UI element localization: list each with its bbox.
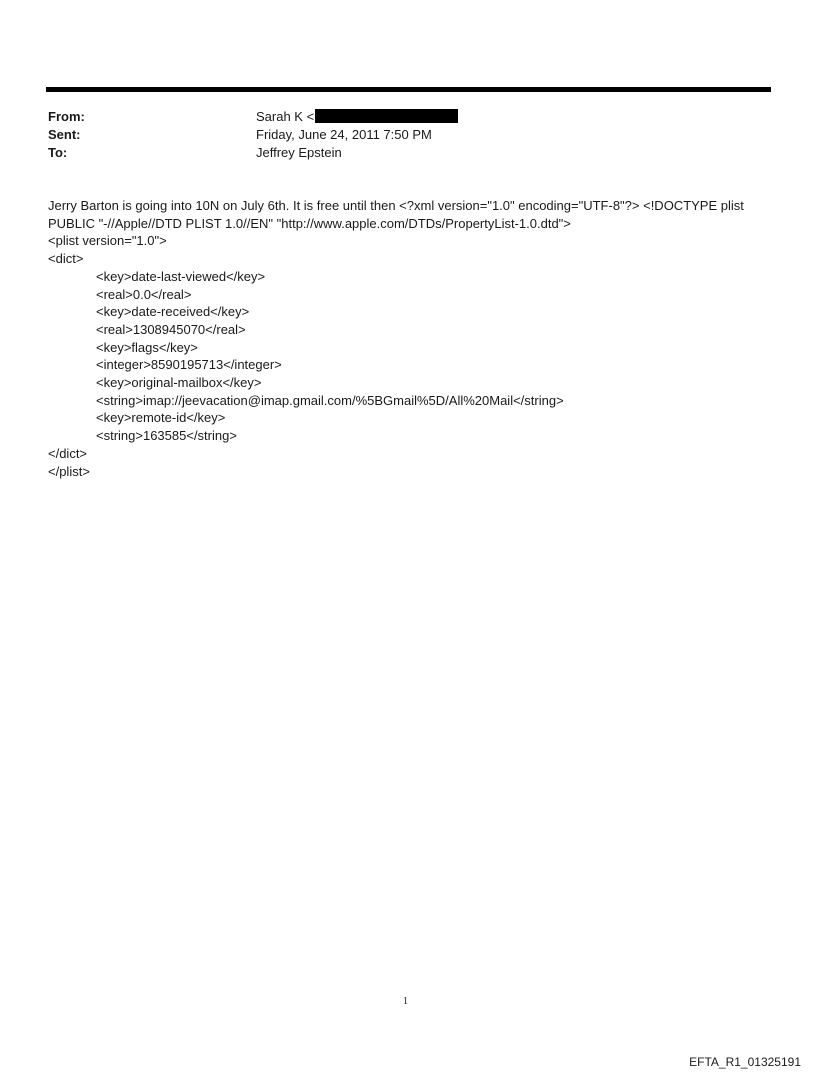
header-rule bbox=[46, 87, 771, 92]
from-sender: Sarah K < bbox=[256, 109, 315, 124]
page-number: 1 bbox=[403, 996, 408, 1007]
body-line: <plist version="1.0"> bbox=[48, 233, 167, 249]
to-value: Jeffrey Epstein bbox=[256, 145, 342, 160]
document-id: EFTA_R1_01325191 bbox=[689, 1055, 801, 1069]
body-line: PUBLIC "-//Apple//DTD PLIST 1.0//EN" "http://www.apple.com/DTDs/PropertyList-1.0.dtd"> bbox=[48, 215, 571, 231]
body-line: <key>original-mailbox</key> bbox=[96, 375, 262, 391]
from-value bbox=[256, 108, 458, 125]
body-line: <real>1308945070</real> bbox=[96, 321, 246, 337]
body-line: <key>remote-id</key> bbox=[96, 410, 226, 426]
body-line: <key>date-received</key> bbox=[96, 304, 250, 320]
redaction-box bbox=[315, 109, 458, 123]
body-line: <string>imap://jeevacation@imap.gmail.com/%5BGmail%5D/All%20Mail</string> bbox=[96, 392, 564, 408]
body-line: </plist> bbox=[48, 463, 90, 479]
body-line: <string>163585</string> bbox=[96, 428, 237, 444]
body-line: <dict> bbox=[48, 251, 84, 267]
body-line: </dict> bbox=[48, 445, 88, 461]
body-line: <real>0.0</real> bbox=[96, 286, 192, 302]
sent-value: Friday, June 24, 2011 7:50 PM bbox=[256, 127, 432, 142]
body-line: <key>date-last-viewed</key> bbox=[96, 268, 266, 284]
body-line: Jerry Barton is going into 10N on July 6th. It is free until then <?xml version="1.0" encoding="UTF-8"?> <!DOCTYPE plist bbox=[48, 198, 744, 213]
body-line: <integer>8590195713</integer> bbox=[96, 357, 282, 373]
to-label: To: bbox=[48, 145, 68, 160]
email-body bbox=[48, 197, 773, 480]
sent-label: Sent: bbox=[48, 127, 81, 142]
body-line: <key>flags</key> bbox=[96, 339, 198, 355]
from-label: From: bbox=[48, 109, 85, 124]
